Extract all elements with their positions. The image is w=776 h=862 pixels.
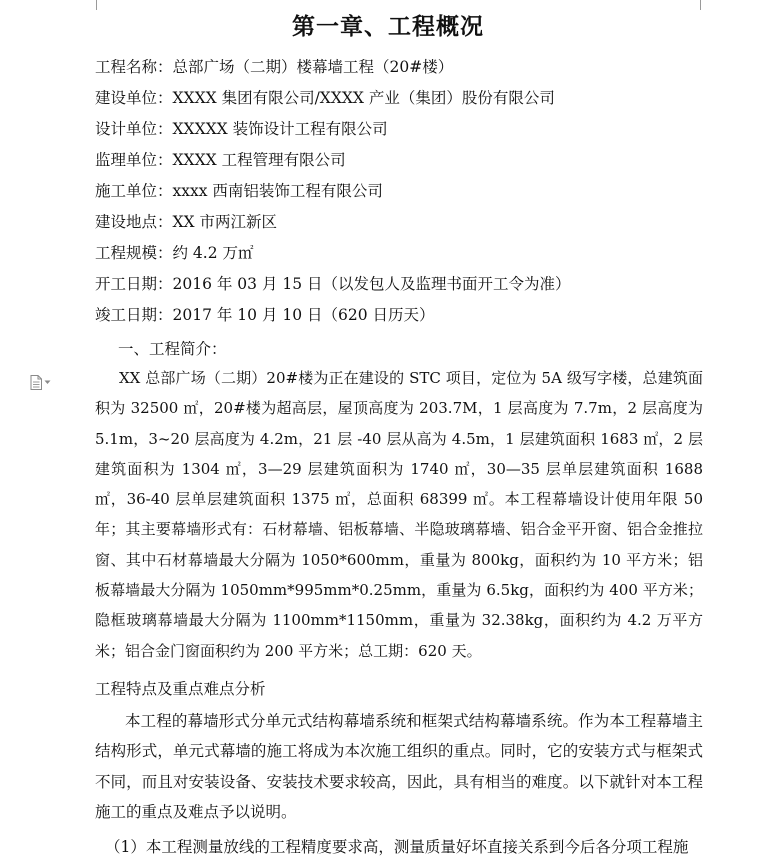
info-completion-date: 竣工日期：2017 年 10 月 10 日（620 日历天） [95,306,435,324]
section-heading-intro: 一、工程简介： [118,340,227,358]
info-contractor: 施工单位：xxxx 西南铝装饰工程有限公司 [95,182,383,200]
project-info-list [95,55,715,334]
chevron-down-icon [44,380,51,385]
document-icon [30,375,42,390]
point-1-paragraph: （1）本工程测量放线的工程精度要求高，测量质量好坏直接关系到今后各分项工程施 [105,838,689,856]
info-supervisor: 监理单位：XXXX 工程管理有限公司 [95,151,346,169]
chapter-title: 第一章、工程概况 [292,13,484,40]
document-dropdown-icon[interactable] [30,373,56,391]
info-start-date: 开工日期：2016 年 03 月 15 日（以发包人及监理书面开工令为准） [95,275,571,293]
info-scale: 工程规模：约 4.2 万㎡ [95,244,254,262]
info-project-name: 工程名称：总部广场（二期）楼幕墙工程（20#楼） [95,58,454,76]
info-owner: 建设单位：XXXX 集团有限公司/XXXX 产业（集团）股份有限公司 [95,89,555,107]
intro-paragraph: XX 总部广场（二期）20#楼为正在建设的 STC 项目，定位为 5A 级写字楼，总建筑面积为 32500 ㎡，20#楼为超高层，屋顶高度为 203.7M，1 层高度为 7.7m，2 层高度为 5.1m，3~20 层高度为 4.2m，21 层 -40 层从高为 4.5m，1 层建筑面积 1683 ㎡，2 层建筑面积为 1304 ㎡，3—29 层建筑面积为 1740 ㎡，30—35 层单层建筑面积 1688 ㎡，36-40 层单层建筑面积 1375 ㎡，总面积 68399 ㎡。本工程幕墙设计使用年限 50 年；其主要幕墙形式有：石材幕墙、铝板幕墙、半隐玻璃幕墙、铝合金平开窗、铝合金推拉窗、其中石材幕墙最大分隔为 1050*600mm，重量为 800kg，面积约为 10 平方米；铝板幕墙最大分隔为 1050mm*995mm*0.25mm，重量为 6.5kg，面积约为 400 平方米；隐框玻璃幕墙最大分隔为 1100mm*1150mm，重量为 32.38kg，面积约为 4.2 万平方米；铝合金门窗面积约为 200 平方米；总工期：620 天。 [95,369,703,660]
info-location: 建设地点：XX 市两江新区 [95,213,277,231]
sub-heading-features: 工程特点及重点难点分析 [95,680,266,698]
features-paragraph: 本工程的幕墙形式分单元式结构幕墙系统和框架式结构幕墙系统。作为本工程幕墙主结构形式，单元式幕墙的施工将成为本次施工组织的重点。同时，它的安装方式与框架式不同，而且对安装设备、安装技术要求较高，因此，具有相当的难度。以下就针对本工程施工的重点及难点予以说明。 [95,712,703,821]
info-designer: 设计单位：XXXXX 装饰设计工程有限公司 [95,120,388,138]
